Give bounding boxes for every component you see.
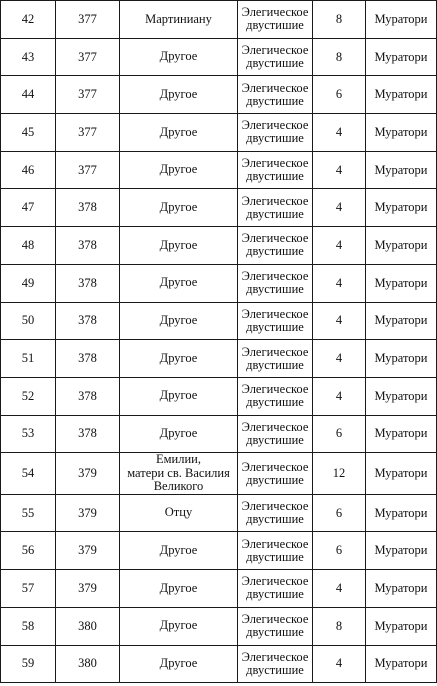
addressee-line: матери св. Василия <box>127 465 230 480</box>
cell-page <box>56 302 120 340</box>
cell-number <box>1 570 56 608</box>
page-text: 378 <box>78 200 97 215</box>
cell-addressee <box>120 645 238 683</box>
cell-number <box>1 114 56 152</box>
cell-number <box>1 38 56 76</box>
cell-lines <box>313 227 366 265</box>
cell-page <box>56 532 120 570</box>
cell-lines <box>313 645 366 683</box>
cell-genre <box>238 264 313 302</box>
source-text: Муратори <box>374 124 428 139</box>
source-text: Муратори <box>374 388 428 403</box>
num-text: 43 <box>21 49 35 64</box>
cell-addressee <box>120 494 238 532</box>
cell-page <box>56 415 120 453</box>
addressee-text: Другое <box>159 237 198 252</box>
addressee-text: Другое <box>159 656 198 671</box>
cell-page <box>56 453 120 495</box>
addressee-line: Великого <box>153 479 204 494</box>
cell-source <box>366 114 437 152</box>
cell-source <box>366 151 437 189</box>
cell-source <box>366 189 437 227</box>
cell-genre <box>238 302 313 340</box>
genre-line: Элегическое <box>241 231 309 246</box>
cell-number <box>1 76 56 114</box>
source-text: Муратори <box>374 580 428 595</box>
genre-line: Элегическое <box>241 612 309 627</box>
cell-number <box>1 264 56 302</box>
lines-text: 6 <box>335 505 343 520</box>
table-row <box>1 114 437 152</box>
cell-page <box>56 494 120 532</box>
cell-addressee <box>120 607 238 645</box>
cell-page <box>56 1 120 39</box>
cell-source <box>366 1 437 39</box>
addressee-text: Другое <box>159 388 198 403</box>
lines-text: 4 <box>335 313 343 328</box>
page-text: 379 <box>78 505 97 520</box>
cell-addressee <box>120 189 238 227</box>
genre-line: двустишие <box>246 56 304 71</box>
addressee-line: Емилии, <box>156 452 201 467</box>
cell-source <box>366 227 437 265</box>
lines-text: 4 <box>335 656 343 671</box>
genre-line: двустишие <box>246 18 304 33</box>
num-text: 46 <box>21 162 35 177</box>
cell-source <box>366 645 437 683</box>
cell-lines <box>313 114 366 152</box>
cell-addressee <box>120 114 238 152</box>
cell-page <box>56 76 120 114</box>
cell-page <box>56 264 120 302</box>
lines-text: 6 <box>335 543 343 558</box>
cell-lines <box>313 570 366 608</box>
cell-page <box>56 189 120 227</box>
genre-line: Элегическое <box>241 382 309 397</box>
source-text: Муратори <box>374 237 428 252</box>
genre-line: двустишие <box>246 395 304 410</box>
lines-text: 4 <box>335 124 343 139</box>
source-text: Муратори <box>374 313 428 328</box>
page-text: 378 <box>78 313 97 328</box>
cell-genre <box>238 607 313 645</box>
cell-source <box>366 76 437 114</box>
num-text: 47 <box>21 200 35 215</box>
genre-line: двустишие <box>246 662 304 677</box>
num-text: 50 <box>21 313 35 328</box>
cell-lines <box>313 38 366 76</box>
num-text: 51 <box>21 351 35 366</box>
lines-text: 6 <box>335 426 343 441</box>
cell-lines <box>313 607 366 645</box>
genre-line: Элегическое <box>241 499 309 514</box>
addressee-text: Другое <box>159 618 198 633</box>
cell-genre <box>238 340 313 378</box>
cell-lines <box>313 415 366 453</box>
source-text: Муратори <box>374 49 428 64</box>
lines-text: 4 <box>335 351 343 366</box>
num-text: 54 <box>21 466 35 480</box>
cell-page <box>56 607 120 645</box>
cell-addressee <box>120 1 238 39</box>
cell-source <box>366 377 437 415</box>
source-text: Муратори <box>374 656 428 671</box>
cell-lines <box>313 189 366 227</box>
source-text: Муратори <box>374 466 428 480</box>
genre-line: двустишие <box>246 93 304 108</box>
cell-source <box>366 340 437 378</box>
cell-page <box>56 38 120 76</box>
source-text: Муратори <box>374 200 428 215</box>
genre-line: Элегическое <box>241 536 309 551</box>
table-row <box>1 189 437 227</box>
cell-addressee <box>120 76 238 114</box>
genre-line: Элегическое <box>241 193 309 208</box>
table-row <box>1 494 437 532</box>
source-text: Муратори <box>374 11 428 26</box>
lines-text: 4 <box>335 275 343 290</box>
page-text: 379 <box>78 543 97 558</box>
num-text: 55 <box>21 505 35 520</box>
cell-lines <box>313 377 366 415</box>
page-text: 380 <box>78 618 97 633</box>
cell-number <box>1 189 56 227</box>
genre-line: двустишие <box>246 131 304 146</box>
num-text: 49 <box>21 275 35 290</box>
lines-text: 8 <box>335 49 343 64</box>
table-row <box>1 302 437 340</box>
cell-genre <box>238 532 313 570</box>
genre-line: двустишие <box>246 357 304 372</box>
lines-text: 4 <box>335 200 343 215</box>
page-text: 378 <box>78 351 97 366</box>
genre-line: Элегическое <box>241 419 309 434</box>
addressee-text: Другое <box>159 275 198 290</box>
table-row <box>1 264 437 302</box>
genre-line: двустишие <box>246 549 304 564</box>
cell-lines <box>313 1 366 39</box>
page-text: 378 <box>78 275 97 290</box>
page-text: 378 <box>78 237 97 252</box>
cell-genre <box>238 645 313 683</box>
lines-text: 8 <box>335 11 343 26</box>
cell-genre <box>238 151 313 189</box>
cell-lines <box>313 340 366 378</box>
addressee-text: Мартиниану <box>145 11 212 26</box>
cell-lines <box>313 494 366 532</box>
addressee-text: Другое <box>159 124 198 139</box>
source-text: Муратори <box>374 162 428 177</box>
cell-addressee <box>120 532 238 570</box>
cell-genre <box>238 38 313 76</box>
cell-genre <box>238 1 313 39</box>
cell-genre <box>238 494 313 532</box>
genre-line: двустишие <box>246 206 304 221</box>
cell-source <box>366 302 437 340</box>
genre-line: Элегическое <box>241 459 309 474</box>
page-text: 377 <box>78 87 97 102</box>
cell-number <box>1 227 56 265</box>
cell-genre <box>238 227 313 265</box>
num-text: 52 <box>21 388 35 403</box>
addressee-text: Другое <box>159 313 198 328</box>
genre-line: Элегическое <box>241 649 309 664</box>
cell-number <box>1 377 56 415</box>
genre-line: Элегическое <box>241 5 309 20</box>
cell-source <box>366 532 437 570</box>
table-row <box>1 453 437 495</box>
num-text: 53 <box>21 426 35 441</box>
addressee-text: Другое <box>159 580 198 595</box>
table-row <box>1 532 437 570</box>
cell-lines <box>313 532 366 570</box>
addressee-text: Другое <box>159 49 198 64</box>
lines-text: 12 <box>332 466 346 480</box>
addressee-text: Отцу <box>164 505 193 520</box>
cell-lines <box>313 151 366 189</box>
genre-line: Элегическое <box>241 344 309 359</box>
genre-line: Элегическое <box>241 269 309 284</box>
genre-line: Элегическое <box>241 43 309 58</box>
cell-source <box>366 570 437 608</box>
cell-lines <box>313 76 366 114</box>
table-body <box>1 1 437 683</box>
cell-number <box>1 302 56 340</box>
num-text: 57 <box>21 580 35 595</box>
cell-genre <box>238 114 313 152</box>
source-text: Муратори <box>374 426 428 441</box>
num-text: 42 <box>21 11 35 26</box>
source-text: Муратори <box>374 618 428 633</box>
genre-line: двустишие <box>246 282 304 297</box>
cell-lines <box>313 302 366 340</box>
source-text: Муратори <box>374 275 428 290</box>
page-text: 377 <box>78 11 97 26</box>
table-row <box>1 377 437 415</box>
num-text: 56 <box>21 543 35 558</box>
cell-page <box>56 377 120 415</box>
cell-genre <box>238 570 313 608</box>
cell-source <box>366 264 437 302</box>
genre-line: двустишие <box>246 244 304 259</box>
cell-source <box>366 453 437 495</box>
lines-text: 4 <box>335 237 343 252</box>
addressee-text: Другое <box>159 543 198 558</box>
table-row <box>1 1 437 39</box>
genre-line: Элегическое <box>241 80 309 95</box>
cell-addressee <box>120 340 238 378</box>
cell-genre <box>238 189 313 227</box>
cell-addressee <box>120 227 238 265</box>
page-text: 378 <box>78 426 97 441</box>
lines-text: 6 <box>335 87 343 102</box>
cell-page <box>56 645 120 683</box>
genre-line: двустишие <box>246 169 304 184</box>
cell-source <box>366 494 437 532</box>
cell-addressee <box>120 151 238 189</box>
genre-line: двустишие <box>246 472 304 487</box>
table-row <box>1 415 437 453</box>
genre-line: двустишие <box>246 587 304 602</box>
table-row <box>1 570 437 608</box>
cell-page <box>56 340 120 378</box>
genre-line: Элегическое <box>241 574 309 589</box>
cell-number <box>1 340 56 378</box>
source-text: Муратори <box>374 505 428 520</box>
cell-genre <box>238 377 313 415</box>
table-row <box>1 645 437 683</box>
cell-addressee <box>120 264 238 302</box>
cell-number <box>1 607 56 645</box>
cell-number <box>1 645 56 683</box>
num-text: 59 <box>21 656 35 671</box>
page-text: 379 <box>78 580 97 595</box>
num-text: 58 <box>21 618 35 633</box>
page-text: 379 <box>78 466 97 480</box>
page-text: 380 <box>78 656 97 671</box>
cell-genre <box>238 453 313 495</box>
page-text: 377 <box>78 124 97 139</box>
table-row <box>1 227 437 265</box>
table-row <box>1 38 437 76</box>
num-text: 44 <box>21 87 35 102</box>
addressee-text: Другое <box>159 200 198 215</box>
genre-line: Элегическое <box>241 306 309 321</box>
cell-lines <box>313 264 366 302</box>
genre-line: Элегическое <box>241 156 309 171</box>
lines-text: 4 <box>335 388 343 403</box>
genre-line: двустишие <box>246 625 304 640</box>
cell-page <box>56 227 120 265</box>
addressee-text: Другое <box>159 426 198 441</box>
cell-addressee <box>120 377 238 415</box>
cell-genre <box>238 76 313 114</box>
lines-text: 4 <box>335 162 343 177</box>
cell-addressee <box>120 302 238 340</box>
addressee-text: Другое <box>159 162 198 177</box>
table-row <box>1 607 437 645</box>
genre-line: двустишие <box>246 432 304 447</box>
cell-number <box>1 151 56 189</box>
genre-line: Элегическое <box>241 118 309 133</box>
page-text: 377 <box>78 49 97 64</box>
cell-page <box>56 570 120 608</box>
cell-genre <box>238 415 313 453</box>
num-text: 45 <box>21 124 35 139</box>
cell-number <box>1 532 56 570</box>
cell-source <box>366 415 437 453</box>
genre-line: двустишие <box>246 512 304 527</box>
source-text: Муратори <box>374 351 428 366</box>
source-text: Муратори <box>374 87 428 102</box>
cell-addressee <box>120 453 238 495</box>
num-text: 48 <box>21 237 35 252</box>
cell-page <box>56 151 120 189</box>
cell-number <box>1 415 56 453</box>
cell-number <box>1 453 56 495</box>
cell-addressee <box>120 38 238 76</box>
table-row <box>1 340 437 378</box>
cell-lines <box>313 453 366 495</box>
cell-page <box>56 114 120 152</box>
source-text: Муратори <box>374 543 428 558</box>
page-text: 377 <box>78 162 97 177</box>
cell-addressee <box>120 415 238 453</box>
genre-line: двустишие <box>246 319 304 334</box>
addressee-text: Другое <box>159 350 198 365</box>
cell-source <box>366 607 437 645</box>
lines-text: 8 <box>335 618 343 633</box>
lines-text: 4 <box>335 580 343 595</box>
page-text: 378 <box>78 388 97 403</box>
table-row <box>1 76 437 114</box>
cell-addressee <box>120 570 238 608</box>
table-row <box>1 151 437 189</box>
addressee-text: Другое <box>159 86 198 101</box>
cell-number <box>1 494 56 532</box>
cell-number <box>1 1 56 39</box>
cell-source <box>366 38 437 76</box>
